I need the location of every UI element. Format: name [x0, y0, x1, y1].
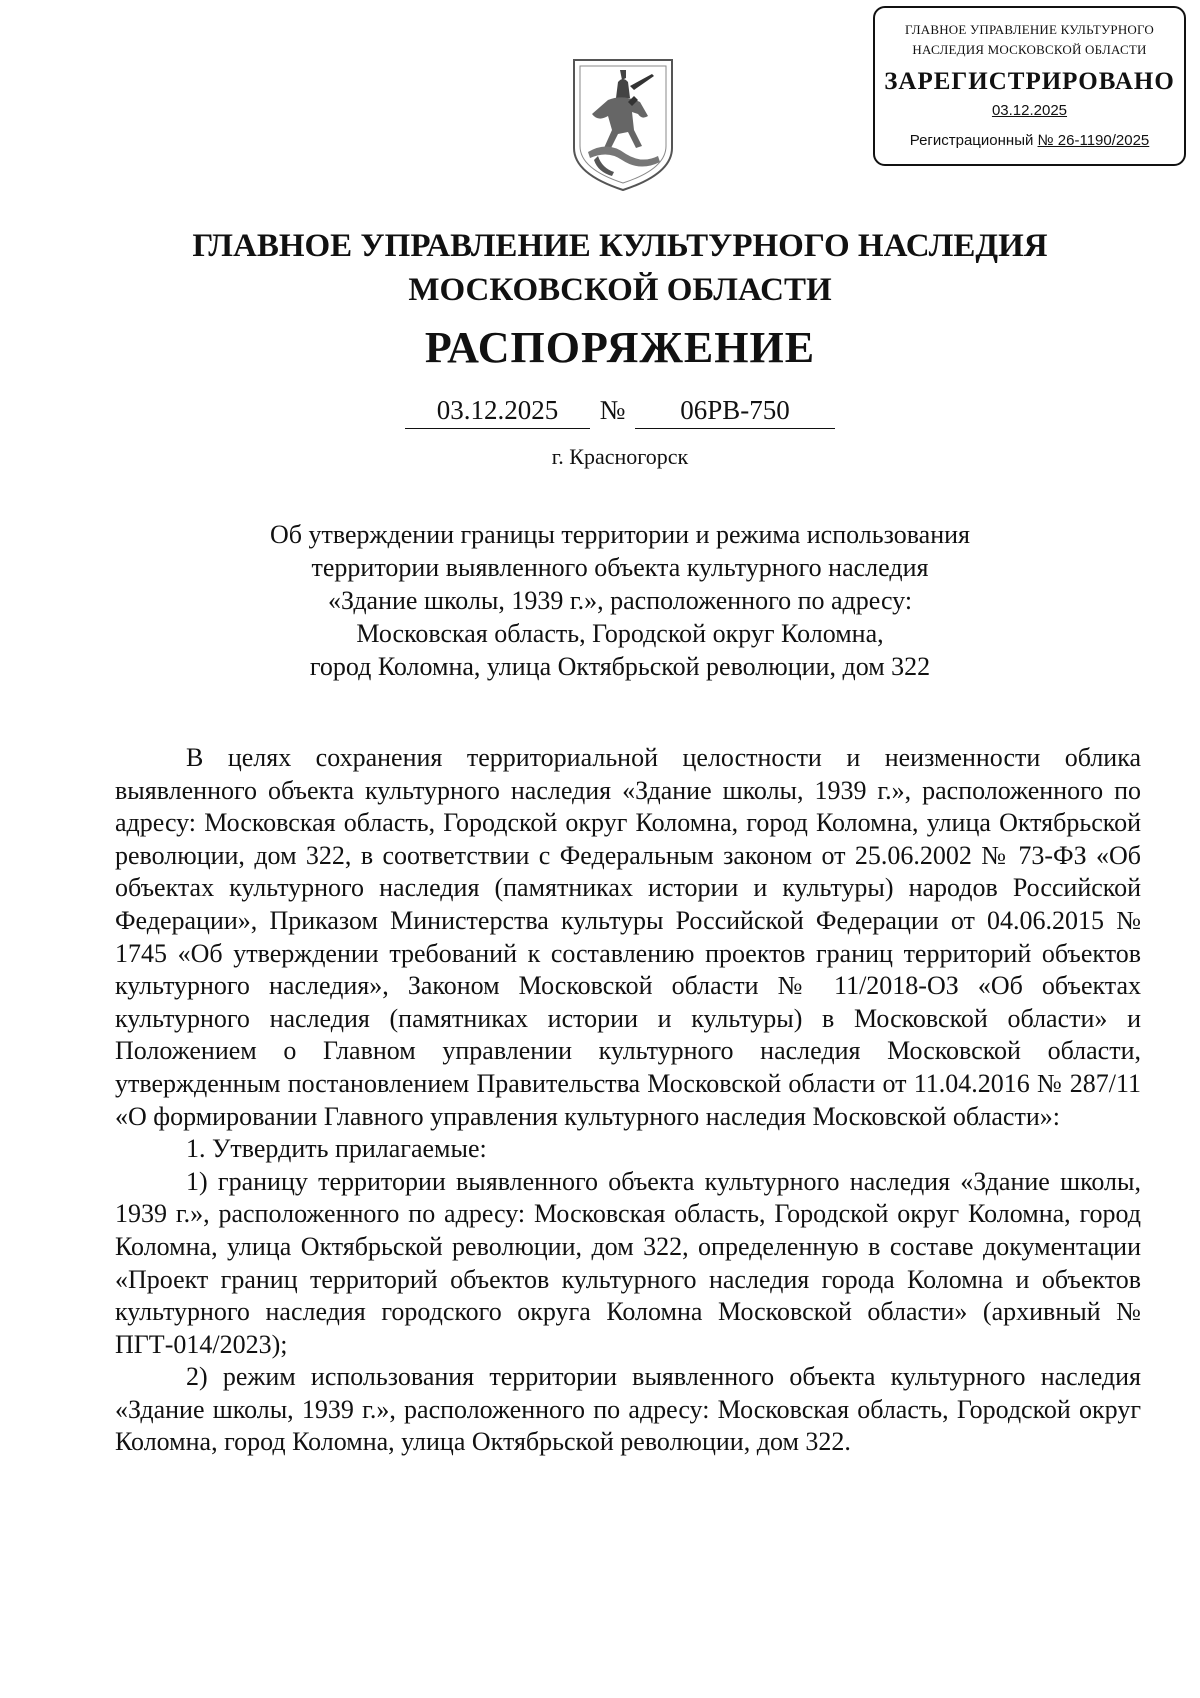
stamp-registration-number: [875, 131, 1184, 151]
document-subject: [170, 518, 1070, 683]
stamp-date: 03.12.2025: [991, 102, 1068, 119]
stamp-reg-number: № 26-1190/2025: [1037, 132, 1150, 149]
item-1: 1. Утвердить прилагаемые:: [186, 1134, 487, 1164]
stamp-title: ЗАРЕГИСТРИРОВАНО: [884, 68, 1175, 95]
subject-line: Московская область, Городской округ Коломна,: [356, 619, 884, 648]
subject-line: территории выявленного объекта культурного наследия: [311, 553, 929, 582]
preamble-paragraph: В целях сохранения территориальной целостности и неизменности облика выявленного объекта культурного наследия «Здание школы, 1939 г.», расположенного по адресу: Московская область, Городской округ Коломна, город Коломна, улица Октябрьской революции, дом 322, в соответствии с Федеральным законом от 25.06.2002 № 73-ФЗ «Об объектах культурного наследия (памятниках истории и культуры) народов Российской Федерации», Приказом Министерства культуры Российской Федерации от 04.06.2015 № 1745 «Об утверждении требований к составлению проектов границ территорий объектов культурного наследия», Законом Московской области № 11/2018-ОЗ «Об объектах культурного наследия (памятниках истории и культуры) в Московской области» и Положением о Главном управлении культурного наследия Московской области, утвержденным постановлением Правительства Московской области от 11.04.2016 № 287/11 «О формировании Главного управления культурного наследия Московской области»:: [115, 743, 1141, 1131]
stamp-org-line: НАСЛЕДИЯ МОСКОВСКОЙ ОБЛАСТИ: [912, 42, 1147, 57]
item-1-2: 2) режим использования территории выявленного объекта культурного наследия «Здание школы, 1939 г.», расположенного по адресу: Московская область, Городской округ Коломна, город Коломна, улица Октябрьской революции, дом 322.: [115, 1362, 1141, 1457]
number-sign: №: [599, 395, 626, 425]
date-number-line: [120, 392, 1120, 429]
stamp-organization: [875, 20, 1184, 60]
stamp-reg-label: Регистрационный: [909, 132, 1034, 149]
subject-line: Об утверждении границы территории и режима использования: [270, 520, 970, 549]
document-number: 06РВ-750: [635, 392, 835, 429]
city: г. Красногорск: [551, 444, 689, 469]
stamp-org-line: ГЛАВНОЕ УПРАВЛЕНИЕ КУЛЬТУРНОГО: [904, 22, 1154, 37]
document-type: РАСПОРЯЖЕНИЕ: [424, 323, 816, 372]
document-date: 03.12.2025: [405, 392, 590, 429]
subject-line: город Коломна, улица Октябрьской революции, дом 322: [309, 652, 931, 681]
issuing-authority: [120, 224, 1120, 312]
authority-line: ГЛАВНОЕ УПРАВЛЕНИЕ КУЛЬТУРНОГО НАСЛЕДИЯ: [192, 228, 1048, 264]
registration-stamp: [873, 6, 1186, 166]
coat-of-arms-emblem: [568, 56, 678, 194]
item-1-1: 1) границу территории выявленного объекта культурного наследия «Здание школы, 1939 г.», расположенного по адресу: Московская область, Городской округ Коломна, город Коломна, улица Октябрьской революции, дом 322, определенную в составе документации «Проект границ территорий объектов культурного наследия города Коломна и объектов культурного наследия городского округа Коломна Московской области» (архивный № ПГТ-014/2023);: [115, 1166, 1141, 1359]
authority-line: МОСКОВСКОЙ ОБЛАСТИ: [408, 272, 832, 308]
subject-line: «Здание школы, 1939 г.», расположенного по адресу:: [327, 586, 913, 615]
document-body: [115, 742, 1141, 1459]
